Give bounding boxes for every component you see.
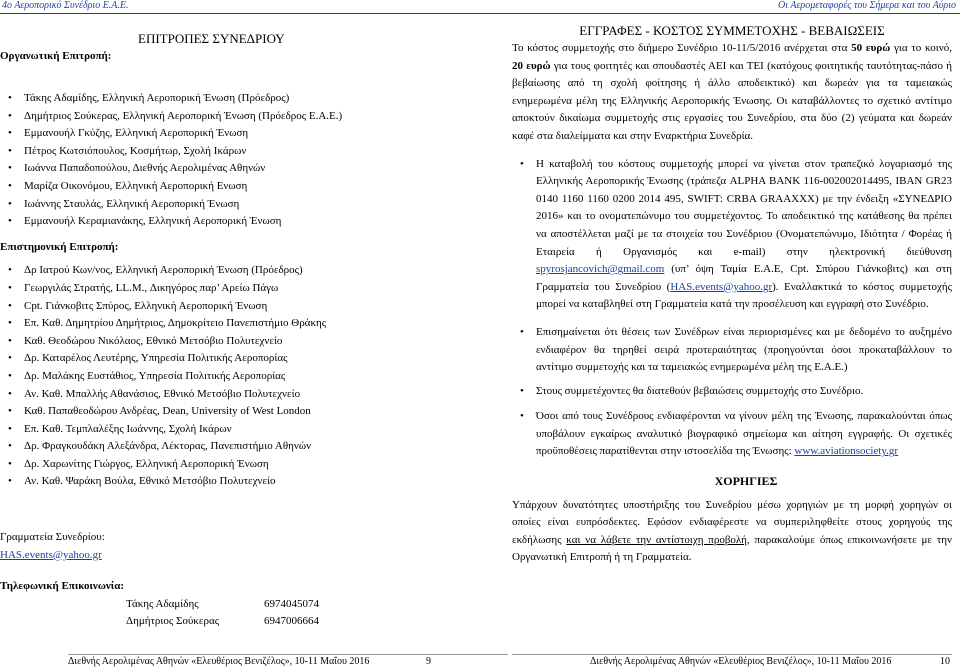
phone-contact-name: Δημήτριος Σούκερας	[126, 615, 220, 628]
phone-list	[0, 596, 468, 631]
footer-right-text: Διεθνής Αερολιμένας Αθηνών «Ελευθέριος Βενιζέλος», 10-11 Μαΐου 2016	[590, 656, 892, 667]
sponsorship-title: ΧΟΡΗΓΙΕΣ	[714, 474, 778, 489]
phone-number: 6947006664	[264, 615, 319, 628]
sci-member: • Γεωργιλάς Στρατής, LL.M., Δικηγόρος παρ’ Αρείω Πάγω	[0, 280, 468, 298]
payment-text-3: ). Εναλλακτικά το κόστος συμμετοχής μπορεί να καταβληθεί στη Γραμματεία κατά την προσέλευση και εγγραφή στο Συνέδριο.	[536, 280, 953, 311]
org-member: • Εμμανουήλ Γκύζης, Ελληνική Αεροπορική Ένωση	[0, 125, 468, 143]
sci-member: • Καθ. Θεοδώρου Νικόλαος, Εθνικό Μετσόβιο Πολυτεχνείο	[0, 333, 468, 351]
org-member: • Εμμανουήλ Κεραμιανάκης, Ελληνική Αεροπορική Ένωση	[0, 213, 468, 231]
intro-text-2: για το κοινό,	[890, 42, 952, 54]
running-header-left: 4ο Αεροπορικό Συνέδριο Ε.Α.Ε.	[2, 0, 129, 11]
society-website-link[interactable]: www.aviationsociety.gr	[794, 445, 899, 458]
sci-member: • Δρ. Καταρέλος Λευτέρης, Υπηρεσία Πολιτικής Αεροπορίας	[0, 350, 468, 368]
org-member: • Τάκης Αδαμίδης, Ελληνική Αεροπορική Ένωση (Πρόεδρος)	[0, 90, 468, 108]
sci-committee-list	[0, 262, 468, 491]
org-member: • Μαρίζα Οικονόμου, Ελληνική Αεροπορική Ενωση	[0, 178, 468, 196]
registration-title: ΕΓΓΡΑΦΕΣ - ΚΟΣΤΟΣ ΣΥΜΜΕΤΟΧΗΣ - ΒΕΒΑΙΩΣΕΙΣ	[579, 23, 885, 38]
sci-committee-label: Επιστημονική Επιτροπή:	[0, 240, 119, 253]
registration-intro	[512, 40, 952, 146]
sci-member: • Αν. Καθ. Μπαλλής Αθανάσιος, Εθνικό Μετσόβιο Πολυτεχνείο	[0, 386, 468, 404]
phone-number: 6974045074	[264, 597, 319, 610]
payment-text-1: Η καταβολή του κόστους συμμετοχής μπορεί να γίνεται στον τραπεζικό λογαριασμό της Ελληνικής Αεροπορικής Ένωσης (τράπεζα ALPHA BANK 116-002002014495, IBAN GR23 0140 1160 1160 0200 2014 495, SWIFT: CRBA GRAAXXX) με την ένδειξη «ΣΥΝΕΔΡΙΟ 2016» και το ονοματεπώνυμο του συμμετέχοντος. Το αποδεικτικό της κατάθεσης θα πρέπει να αποστέλλεται μαζί με τα στοιχεία του Συνέδριου (Ονοματεπώνυμο, Ιδιότητα / Φορέας ή Εταιρεία ή Οργανισμός και e-mail) στην ηλεκτρονική διεύθυνση	[536, 157, 952, 258]
org-committee-list	[0, 90, 468, 231]
sci-member: • Δρ Ιατρού Κων/νος, Ελληνική Αεροπορική Ένωση (Πρόεδρος)	[0, 262, 468, 280]
secretariat-label: Γραμματεία Συνεδρίου:	[0, 531, 105, 544]
phone-row	[0, 613, 468, 631]
sponsor-text-2: , παρακαλούμε όπως επικοινωνήσετε με την Οργανωτική Επιτροπή ή τη Γραμματεία.	[512, 533, 952, 564]
student-fee: 20 ευρώ	[512, 59, 551, 72]
public-fee: 50 ευρώ	[851, 42, 891, 54]
sponsorship-text	[512, 497, 952, 567]
sci-member: • Cpt. Γιάνκοβιτς Σπύρος, Ελληνική Αεροπορική Ένωση	[0, 298, 468, 316]
right-page	[512, 22, 952, 567]
phone-contact-name: Τάκης Αδαμίδης	[126, 597, 199, 610]
org-member: • Πέτρος Κωτσιόπουλος, Κοσμήτωρ, Σχολή Ικάρων	[0, 143, 468, 161]
org-member: • Ιωάννα Παπαδοπούλου, Διεθνής Αερολιμένας Αθηνών	[0, 160, 468, 178]
limited-seats-item: • Επισημαίνεται ότι θέσεις των Συνέδρων είναι περιορισμένες και με δεδομένο το αυξημένο ενδιαφέρον θα τηρηθεί σειρά προτεραιότητας (προηγούνται όσοι προκαταβάλλουν το αντίτιμο συμμετοχής και τα ταμειακώς ενημερωμένα μέλη της Ε.Α.Ε.)	[512, 324, 952, 377]
sponsor-text-underlined: και να λάβετε την αντίστοιχη προβολή	[566, 533, 747, 546]
phone-label: Τηλεφωνική Επικοινωνία:	[0, 580, 125, 593]
registration-list	[512, 156, 952, 462]
sci-member: • Επ. Καθ. Δημητρίου Δημήτριος, Δημοκρίτειο Πανεπιστήμιο Θράκης	[0, 315, 468, 333]
org-member: • Δημήτριος Σούκερας, Ελληνική Αεροπορική Ένωση (Πρόεδρος Ε.Α.Ε.)	[0, 108, 468, 126]
certificates-item: • Στους συμμετέχοντες θα διατεθούν βεβαιώσεις συμμετοχής στο Συνέδριο.	[512, 383, 952, 401]
running-header-right: Οι Αερομεταφορές του Σήμερα και του Αύριο	[778, 0, 956, 11]
footer-rule-left	[68, 654, 508, 655]
footer-rule-right	[512, 654, 952, 655]
phone-row	[0, 596, 468, 614]
footer-left-page-number: 9	[426, 656, 431, 667]
sci-member: • Δρ. Μαλάκης Ευστάθιος, Υπηρεσία Πολιτικής Αεροπορίας	[0, 368, 468, 386]
secretariat-email-link-2[interactable]: HAS.events@yahoo.gr	[670, 280, 773, 293]
payment-text-2: (υπ’ όψη Ταμία Ε.Α.Ε, Cpt. Σπύρου Γιάνκοβιτς) και στη Γραμματεία του Συνεδρίου (	[536, 263, 952, 293]
footer-left-text: Διεθνής Αερολιμένας Αθηνών «Ελευθέριος Βενιζέλος», 10-11 Μαΐου 2016	[68, 656, 370, 667]
sci-member: • Δρ. Φραγκουδάκη Αλεξάνδρα, Λέκτορας, Πανεπιστήμιο Αθηνών	[0, 438, 468, 456]
sci-member: • Αν. Καθ. Ψαράκη Βούλα, Εθνικό Μετσόβιο Πολυτεχνείο	[0, 473, 468, 491]
membership-text: Όσοι από τους Συνέδρους ενδιαφέρονται να γίνουν μέλη της Ένωσης, παρακαλούνται όπως υποβάλουν εγκαίρως αναλυτικό βιογραφικό σημείωμα και αίτηση εγγραφής. Οι σχετικές προϋποθέσεις παρατίθενται στην ιστοσελίδα της Ένωσης:	[536, 410, 952, 458]
header-rule	[0, 13, 960, 14]
secretariat-email-link[interactable]: HAS.events@yahoo.gr	[0, 548, 102, 561]
sponsor-text-1: Υπάρχουν δυνατότητες υποστήριξης του Συνεδρίου μέσω χορηγιών με τη μορφή χορηγών οι οποίες είναι ευπρόσδεκτες. Εφόσον ενδιαφέρεστε να συμπεριληφθείτε στους χορηγούς της εκδήλωσης	[512, 498, 952, 546]
sci-member: • Δρ. Χαρωνίτης Γιώργος, Ελληνική Αεροπορική Ένωση	[0, 456, 468, 474]
committees-title: ΕΠΙΤΡΟΠΕΣ ΣΥΝΕΔΡΙΟΥ	[138, 31, 285, 46]
treasurer-email-link[interactable]: spyrosjancovich@gmail.com	[536, 263, 665, 276]
payment-item	[512, 156, 952, 314]
sci-member: • Επ. Καθ. Τεμπλαλέξης Ιωάννης, Σχολή Ικάρων	[0, 421, 468, 439]
org-member: • Ιωάννης Σταυλάς, Ελληνική Αεροπορική Ένωση	[0, 196, 468, 214]
left-page	[0, 22, 468, 631]
sci-member: • Καθ. Παπαθεοδώρου Ανδρέας, Dean, University of West London	[0, 403, 468, 421]
org-committee-label: Οργανωτική Επιτροπή:	[0, 50, 112, 62]
membership-item	[512, 408, 952, 461]
intro-text-3: για τους φοιτητές και σπουδαστές ΑΕΙ και ΤΕΙ (κατόχους φοιτητικής ταυτότητας-πάσο ή βεβαίωσης από τη σχολή φοίτησης ή άλλο αποδεικτικό) και δωρεάν για τα ταμειακώς ενημερωμένα μέλη της Ελληνικής Αεροπορικής Ένωσης. Οι καταβάλλοντες το σχετικό αντίτιμο αποκτούν δικαίωμα συμμετοχής στις εργασίες του Συνεδρίου, στα δύο (2) γεύματα και δωρεάν καφέ στα διαλείμματα και στην Εναρκτήρια Συνεδρία.	[512, 59, 952, 142]
intro-text-1: Το κόστος συμμετοχής στο διήμερο Συνέδριο 10-11/5/2016 ανέρχεται στα	[512, 42, 852, 54]
footer-right-page-number: 10	[940, 656, 950, 667]
